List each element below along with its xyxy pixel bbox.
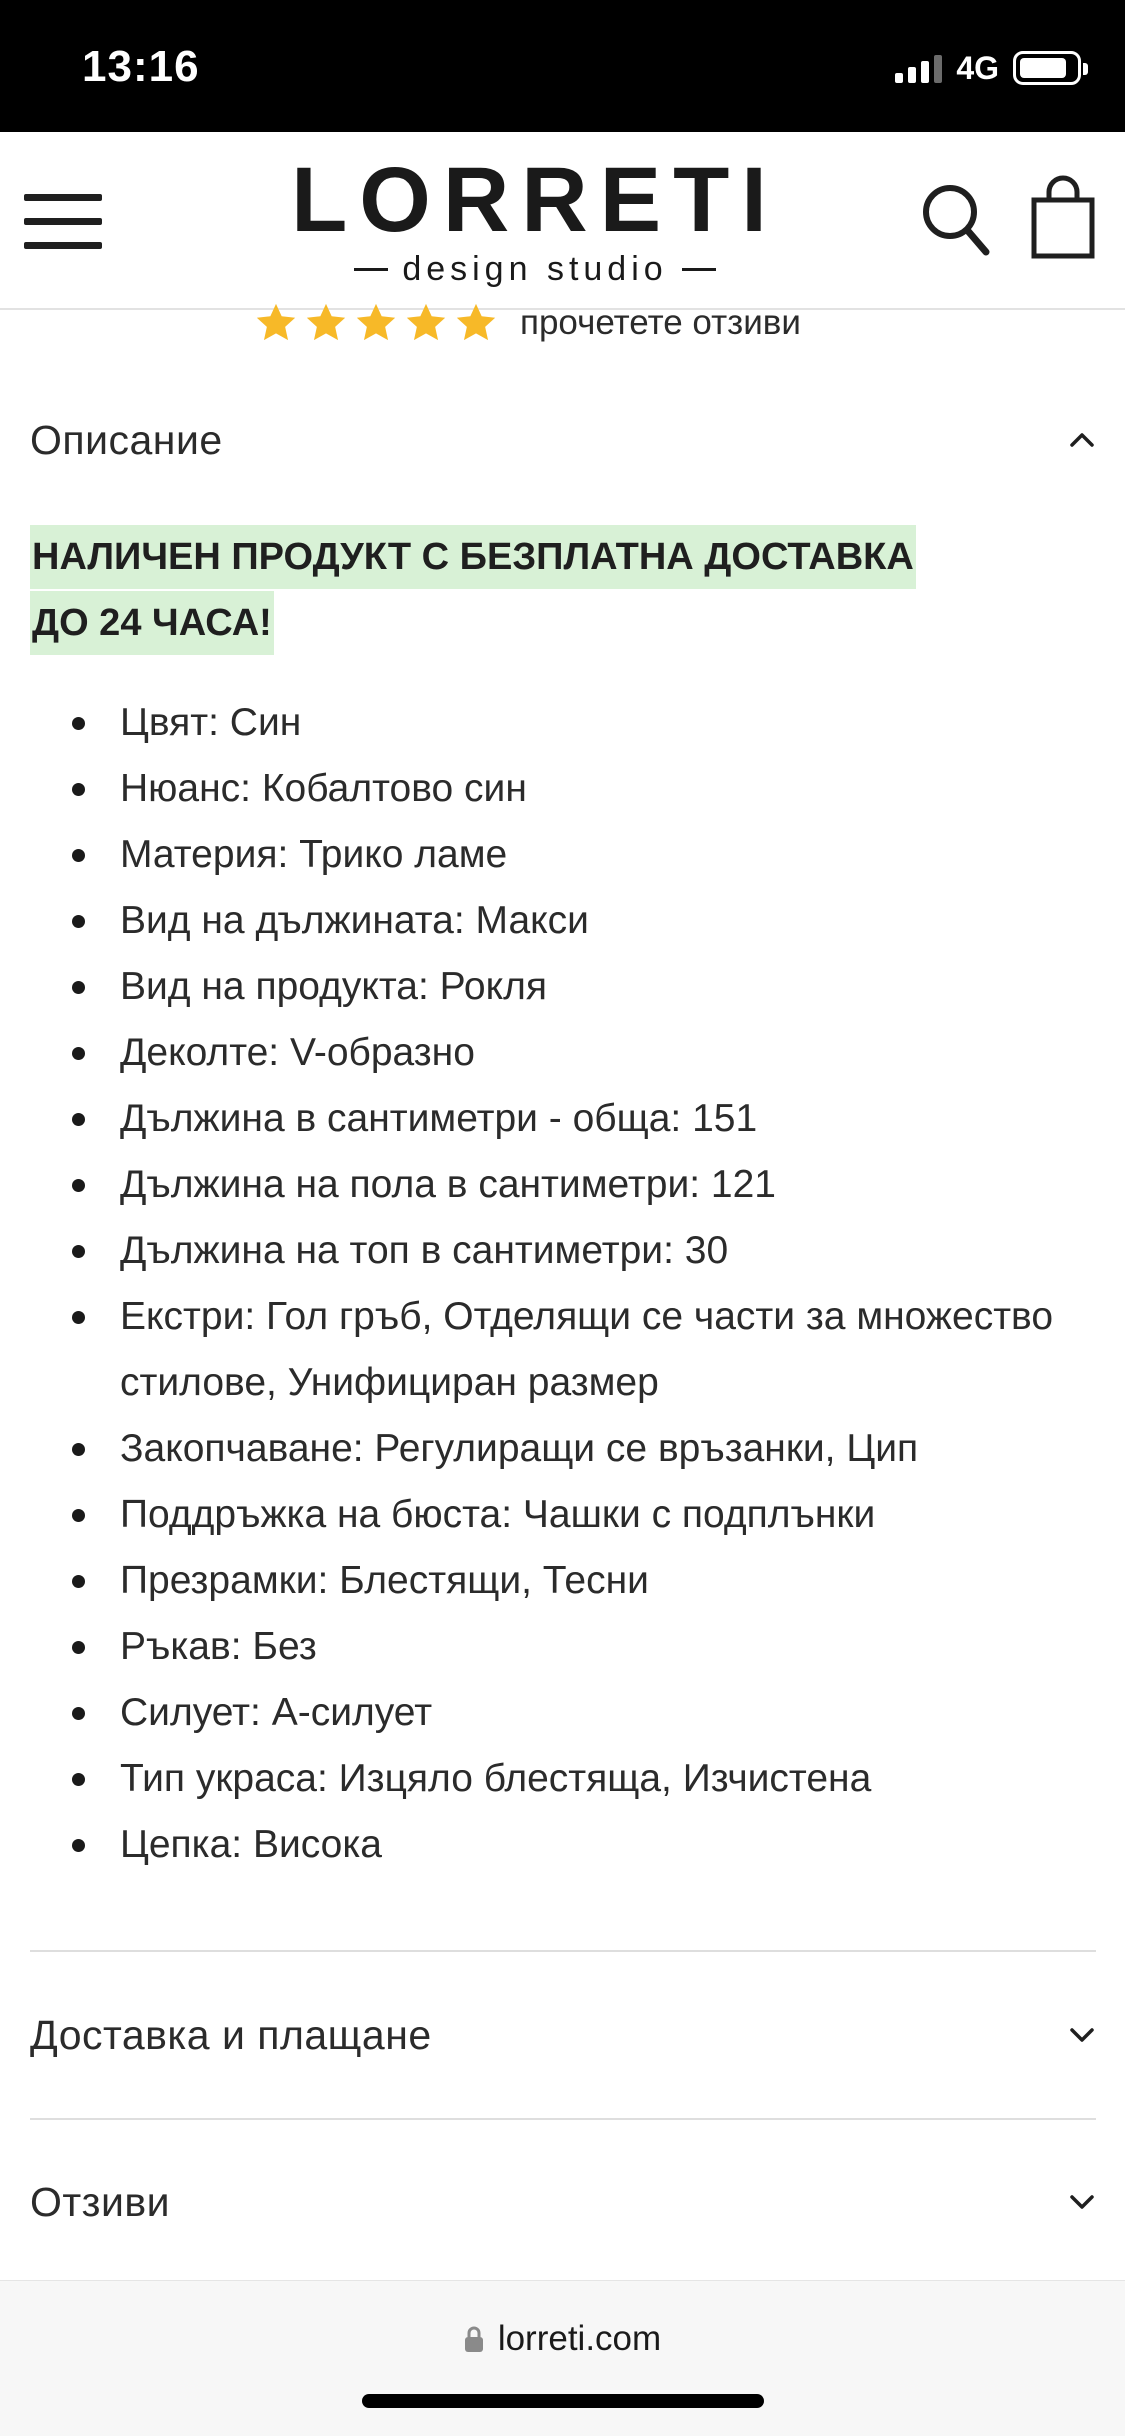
home-indicator[interactable] xyxy=(362,2394,764,2408)
highlight-line: ДО 24 ЧАСА! xyxy=(30,591,274,655)
spec-item: Презрамки: Блестящи, Тесни xyxy=(30,1548,1120,1614)
spec-item: Вид на продукта: Рокля xyxy=(30,954,1120,1020)
site-header xyxy=(0,132,1125,310)
spec-item: Ръкав: Без xyxy=(30,1614,1120,1680)
divider xyxy=(30,1950,1096,1952)
spec-item: Нюанс: Кобалтово син xyxy=(30,756,1120,822)
hamburger-menu-icon[interactable] xyxy=(24,194,102,250)
accordion-description-header[interactable] xyxy=(30,410,1096,470)
spec-item: Дължина на пола в сантиметри: 121 xyxy=(30,1152,1120,1218)
url-text: lorreti.com xyxy=(497,2319,662,2358)
spec-item: Дължина на топ в сантиметри: 30 xyxy=(30,1218,1120,1284)
star-icon xyxy=(254,302,298,344)
spec-item: Материя: Трико ламе xyxy=(30,822,1120,888)
network-type: 4G xyxy=(956,49,999,86)
accordion-reviews-header[interactable] xyxy=(30,2172,1096,2232)
spec-item: Силует: А-силует xyxy=(30,1680,1120,1746)
product-spec-list xyxy=(30,690,1120,1878)
rating-stars xyxy=(254,302,498,344)
spec-item: Вид на дължината: Макси xyxy=(30,888,1120,954)
spec-item: Поддръжка на бюста: Чашки с подплънки xyxy=(30,1482,1120,1548)
chevron-down-icon xyxy=(1068,2193,1096,2211)
site-logo[interactable] xyxy=(290,149,780,288)
star-icon xyxy=(354,302,398,344)
lock-icon xyxy=(464,2325,484,2353)
accordion-delivery-header[interactable] xyxy=(30,2005,1096,2065)
highlight-line: НАЛИЧЕН ПРОДУКТ С БЕЗПЛАТНА ДОСТАВКА xyxy=(30,525,916,589)
spec-item: Цвят: Син xyxy=(30,690,1120,756)
search-icon[interactable] xyxy=(920,182,992,258)
star-icon xyxy=(454,302,498,344)
spec-item: Цепка: Висока xyxy=(30,1812,1120,1878)
logo-wordmark: LORRETI xyxy=(291,149,779,251)
logo-tagline xyxy=(290,250,780,289)
chevron-down-icon xyxy=(1068,2026,1096,2044)
chevron-up-icon xyxy=(1068,431,1096,449)
status-bar xyxy=(0,0,1125,132)
read-reviews-link[interactable]: прочетете отзиви xyxy=(520,303,801,342)
shopping-bag-icon[interactable] xyxy=(1030,172,1096,262)
spec-item: Деколте: V-образно xyxy=(30,1020,1120,1086)
product-rating xyxy=(254,302,801,344)
star-icon xyxy=(404,302,448,344)
spec-item: Дължина в сантиметри - обща: 151 xyxy=(30,1086,1120,1152)
spec-item: Тип украса: Изцяло блестяща, Изчистена xyxy=(30,1746,1120,1812)
divider xyxy=(30,2118,1096,2120)
star-icon xyxy=(304,302,348,344)
accordion-description-title: Описание xyxy=(30,416,223,463)
accordion-delivery-title: Доставка и плащане xyxy=(30,2011,432,2058)
logo-tagline-text: design studio xyxy=(402,250,668,288)
spec-item: Закопчаване: Регулиращи се връзанки, Цип xyxy=(30,1416,1120,1482)
cellular-signal-icon xyxy=(895,53,942,83)
availability-highlight xyxy=(30,525,1110,657)
url-field[interactable] xyxy=(0,2319,1125,2359)
accordion-reviews-title: Отзиви xyxy=(30,2178,171,2225)
spec-item: Екстри: Гол гръб, Отделящи се части за множество стилове, Унифициран размер xyxy=(30,1284,1120,1416)
status-indicators xyxy=(895,50,1081,86)
status-time: 13:16 xyxy=(82,42,200,91)
browser-url-bar xyxy=(0,2280,1125,2436)
battery-icon xyxy=(1013,51,1081,85)
